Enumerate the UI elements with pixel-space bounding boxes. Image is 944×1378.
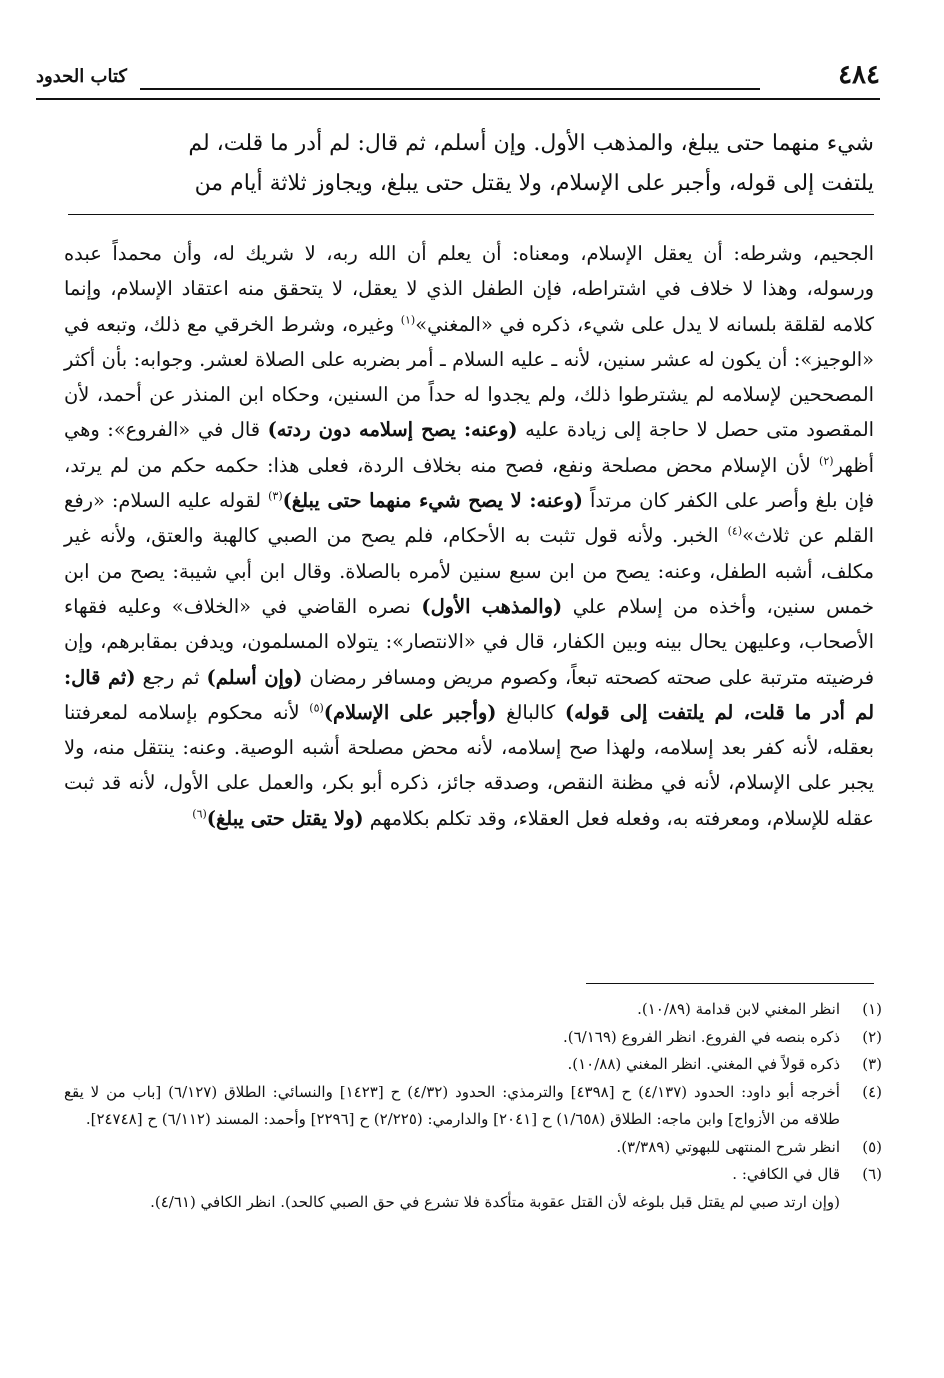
footnote-text: ذكره بنصه في الفروع. انظر الفروع (٦/١٦٩). <box>562 1027 840 1046</box>
commentary-paragraph <box>64 236 874 836</box>
footnotes <box>64 996 882 1216</box>
commentary <box>64 236 874 836</box>
footnote-text: انظر شرح المنتهى للبهوتي (٣/٣٨٩). <box>616 1137 840 1156</box>
commentary-text: قال في «الفروع»: وهي أظهر <box>64 418 874 477</box>
footnote-quote: (وإن ارتد صبي لم يقتل قبل بلوغه لأن القتل عقوبة متأكدة فلا تشرع في حق الصبي كالحد). انظر الكافي (٤/٦١). <box>150 1192 840 1211</box>
commentary-text: الخبر. ولأنه قول تثبت به الأحكام، فلم يصح من الصبي كالهبة والعتق، ولأنه غير مكلف، أشبه الطفل، وعنه: يصح من ابن سبع سنين لأمره بالصلاة. وقال ابن أبي شيبة: يصح من ابن خمس سنين، وأخذه من إسلام علي <box>64 524 874 618</box>
commentary-text: لأنه محكوم بإسلامه لمعرفتنا بعقله، لأنه كفر بعد إسلامه، ولهذا صح إسلامه، لأنه محض مصلحة أشبه الوصية. وعنه: ينتقل منه، ولا يجبر على الإسلام، لأنه في مظنة النقص، وصدقه جائز، ذكره أبو بكر، والعمل على الأول، لأنه قد ثبت عقله للإسلام، ومعرفته به، وفعله فعل العقلاء، وقد تكلم بكلامهم <box>64 700 874 830</box>
footnote-item <box>64 1079 882 1134</box>
book-title: كتاب الحدود <box>36 66 127 87</box>
commentary-text: وغيره، وشرط الخرقي مع ذلك، وتبعه في «الوجيز»: أن يكون له عشر سنين، لأنه ـ عليه السلام ـ أمر بضربه على الصلاة لعشر. وجوابه: بأن أكثر المصححين لإسلامه لم يشترطوا ذلك، ولم يجدوا له حداً من السنين، وحكاه ابن المنذر عن أحمد، لأن المقصود متى حصل لا حاجة إلى زيادة عليه <box>64 312 874 442</box>
main-text-line: يلتفت إلى قوله، وأجبر على الإسلام، ولا يقتل حتى يبلغ، ويجاوز ثلاثة أيام من <box>194 171 874 196</box>
footnote-ref: (٥) <box>309 701 324 715</box>
footnote-text: ذكره قولاً في المغني. انظر المغني (١٠/٨٨). <box>567 1055 840 1073</box>
main-text-line: شيء منهما حتى يبلغ، والمذهب الأول. وإن أسلم، ثم قال: لم أدر ما قلت، لم <box>188 131 874 156</box>
commentary-text: كالبالغ <box>496 700 565 724</box>
main-text <box>68 124 874 204</box>
footnote-ref: (٤) <box>727 524 743 538</box>
commentary-text: لأن الإسلام محض مصلحة ونفع، فصح منه بخلاف الردة، فعلى هذا: حكمه حكم من لم يرتد، فإن بلغ وأصر على الكفر كان مرتداً <box>64 453 874 513</box>
quoted-matn: (وإن أسلم) <box>206 665 303 689</box>
footnote-ref: (١) <box>400 313 416 327</box>
commentary-text: لقوله عليه السلام: «رفع القلم عن ثلاث» <box>64 489 874 548</box>
quoted-matn: (وعنه: لا يصح شيء منهما حتى يبلغ) <box>282 489 583 513</box>
footnote-item <box>64 1024 882 1052</box>
footnote-text: قال في الكافي: . <box>732 1165 840 1183</box>
footnote-item <box>64 1051 882 1079</box>
commentary-text: نصره القاضي في «الخلاف» وعليه فقهاء الأصحاب، وعليهن يحال بينه وبين الكفار، قال في «الانتصار»: يتولاه المسلمون، ويدفن بمقابرهم، وإن فرضيته مترتبة على صحته كصحته تبعاً، وكصوم مريض ومسافر رمضان <box>64 594 874 689</box>
footnote-ref: (٦) <box>192 807 207 821</box>
footnote-number: (٢) <box>862 1027 882 1046</box>
footnote-item <box>64 996 882 1024</box>
quoted-matn: (والمذهب الأول) <box>421 594 563 618</box>
footnote-number: (١) <box>862 1000 882 1018</box>
quoted-matn: (وأجبر على الإسلام) <box>323 700 497 724</box>
footnote-ref: (٢) <box>819 454 834 468</box>
footnote-text: انظر المغني لابن قدامة (١٠/٨٩). <box>637 1000 840 1018</box>
commentary-text: الجحيم، وشرطه: أن يعقل الإسلام، ومعناه: أن يعلم أن الله ربه، لا شريك له، وأن محمداً عبده ورسوله، وهذا لا خلاف في اشتراطه، فإن الطفل الذي لا يعقل، لا يتحقق منه اعتقاد الإسلام، وإنما كلامه لقلقة بلسانه لا يدل على شيء، ذكره في «المغني» <box>64 242 874 336</box>
footnote-number: (٥) <box>862 1137 882 1156</box>
footnote-number: (٦) <box>862 1165 882 1183</box>
footnote-ref: (٣) <box>268 489 283 503</box>
footnote-item <box>64 1161 882 1189</box>
footnote-text: أخرجه أبو داود: الحدود (٤/١٣٧) ح [٤٣٩٨] والترمذي: الحدود (٤/٣٢) ح [١٤٢٣] والنسائي: الطلاق (٦/١٢٧) [باب من لا يقع طلاقه من الأزواج] وابن ماجه: الطلاق (١/٦٥٨) ح [٢٠٤١] والدارمي: (٢/٢٢٥) ح [٢٢٩٦] وأحمد: المسند (٦/١١٢) ح [٢٤٧٤٨]. <box>64 1082 840 1128</box>
text-separator <box>68 214 874 215</box>
quoted-matn: (ولا يقتل حتى يبلغ) <box>206 806 364 830</box>
page-number: ٤٨٤ <box>838 60 880 90</box>
header-rule <box>140 88 760 90</box>
page-header <box>36 58 880 100</box>
footnote-number: (٤) <box>862 1082 882 1101</box>
quoted-matn: (ثم قال: لم أدر ما قلت، لم يلتفت إلى قوله) <box>64 665 874 724</box>
footnote-number: (٣) <box>862 1055 882 1073</box>
quoted-matn: (وعنه: يصح إسلامه دون ردته) <box>267 418 518 442</box>
footnote-item <box>64 1134 882 1162</box>
commentary-text: ثم رجع <box>135 665 207 689</box>
footnote-separator <box>586 983 874 984</box>
